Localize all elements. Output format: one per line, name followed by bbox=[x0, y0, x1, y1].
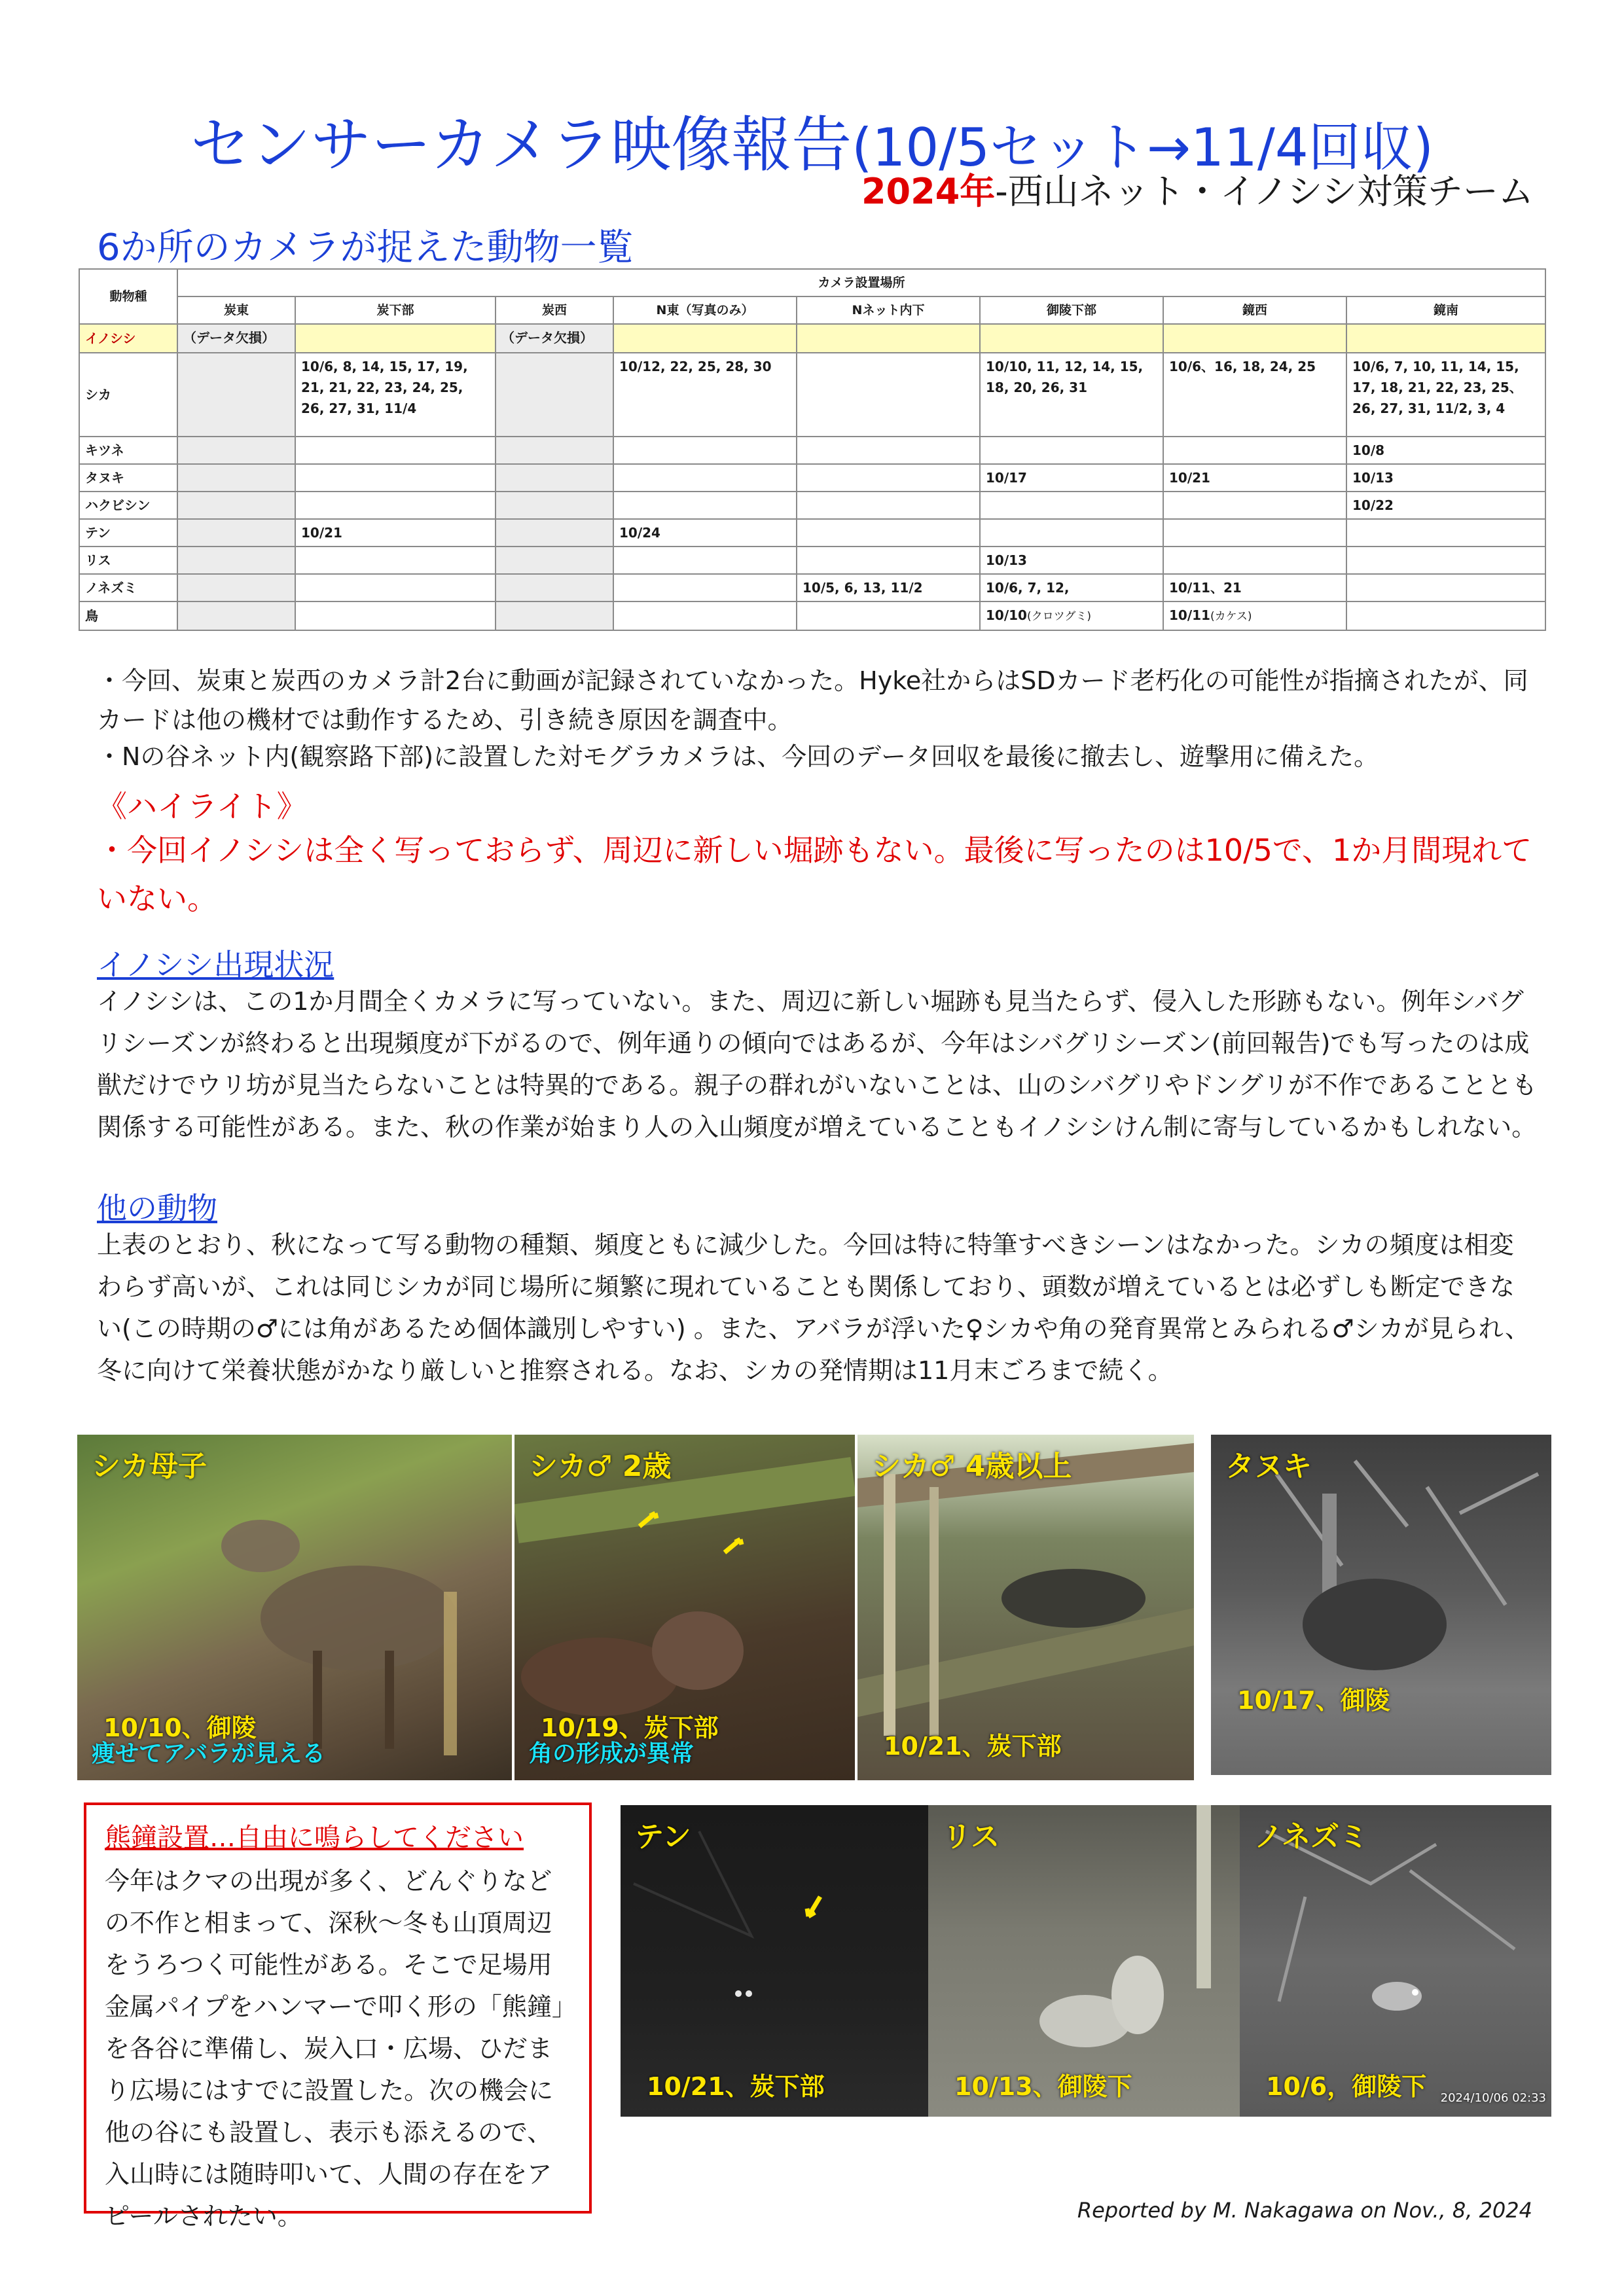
sighting-dates: 10/13 bbox=[986, 552, 1027, 568]
report-credit: Reported by M. Nakagawa on Nov., 8, 2024 bbox=[1077, 2198, 1532, 2223]
sighting-cell bbox=[613, 519, 797, 547]
sighting-cell bbox=[177, 601, 295, 630]
subtitle-team: -西山ネット・イノシシ対策チーム bbox=[995, 171, 1534, 212]
sighting-cell bbox=[980, 324, 1163, 353]
animal-name: タヌキ bbox=[79, 464, 177, 492]
sighting-dates: 10/11 bbox=[1169, 607, 1210, 623]
sighting-cell bbox=[1163, 519, 1346, 547]
animal-name: シカ bbox=[79, 353, 177, 437]
inoshishi-heading: イノシシ出現状況 bbox=[97, 947, 334, 982]
sighting-cell bbox=[980, 519, 1163, 547]
sighting-dates: 10/6, 7, 10, 11, 14, 15, 17, 18, 21, 22, 23, 25、26, 27, 31, 11/2, 3, 4 bbox=[1352, 359, 1523, 416]
sighting-cell bbox=[1163, 464, 1346, 492]
sighting-cell bbox=[980, 464, 1163, 492]
sighting-dates: （データ欠損） bbox=[183, 330, 275, 346]
photo-deer-male-4yr bbox=[857, 1435, 1194, 1780]
sighting-cell bbox=[1163, 574, 1346, 601]
highlight-heading: 《ハイライト》 bbox=[97, 789, 307, 824]
sighting-cell bbox=[1346, 353, 1545, 437]
sighting-cell bbox=[797, 353, 980, 437]
sighting-cell bbox=[980, 353, 1163, 437]
animal-name: テン bbox=[79, 519, 177, 547]
location-header: 御陵下部 bbox=[980, 296, 1163, 324]
photo-label: シカ♂ 2歳 bbox=[529, 1450, 672, 1483]
bird-species: (クロツグミ) bbox=[1026, 610, 1092, 623]
sighting-dates: 10/24 bbox=[619, 525, 660, 541]
sighting-cell bbox=[980, 492, 1163, 519]
sighting-cell bbox=[295, 547, 496, 574]
sighting-cell bbox=[613, 601, 797, 630]
sighting-cell bbox=[613, 324, 797, 353]
sighting-cell bbox=[980, 547, 1163, 574]
sighting-cell bbox=[295, 492, 496, 519]
photo-note: 痩せてアバラが見える bbox=[92, 1740, 326, 1767]
sighting-cell bbox=[1346, 519, 1545, 547]
sighting-cell bbox=[1346, 574, 1545, 601]
table-group-header: カメラ設置場所 bbox=[177, 269, 1545, 296]
bear-bell-text: 今年はクマの出現が多く、どんぐりなどの不作と相まって、深秋～冬も山頂周辺をうろつく可能性がある。そこで足場用金属パイプをハンマーで叩く形の「熊鐘」を各谷に準備し、炭入口・広場、ひだまり広場にはすでに設置した。次の機会に他の谷にも設置し、表示も添えるので、入山時には随時叩いて、人間の存在をアピールされたい。 bbox=[105, 1867, 564, 2231]
sighting-dates: 10/5, 6, 13, 11/2 bbox=[803, 580, 923, 596]
title-period: (10/5セット→11/4回収) bbox=[852, 117, 1434, 178]
photo-deer-mother-child bbox=[77, 1435, 512, 1780]
photo-raccoon-dog bbox=[1211, 1435, 1551, 1775]
table-row bbox=[79, 519, 1545, 547]
subtitle bbox=[861, 164, 1534, 214]
sighting-cell bbox=[1163, 547, 1346, 574]
sighting-cell bbox=[613, 492, 797, 519]
sighting-cell bbox=[177, 492, 295, 519]
sighting-cell bbox=[177, 324, 295, 353]
sighting-cell bbox=[496, 601, 613, 630]
photo-date: 10/10、御陵 bbox=[103, 1713, 257, 1742]
animal-name: リス bbox=[79, 547, 177, 574]
table-row bbox=[79, 464, 1545, 492]
location-header: 炭東 bbox=[177, 296, 295, 324]
table-row bbox=[79, 492, 1545, 519]
note-mole-camera: ・Nの谷ネット内(観察路下部)に設置した対モグラカメラは、今回のデータ回収を最後に撤去し、遊撃用に備えた。 bbox=[97, 742, 1379, 771]
sighting-cell bbox=[980, 601, 1163, 630]
sighting-cell bbox=[496, 353, 613, 437]
sighting-cell bbox=[295, 601, 496, 630]
sighting-cell bbox=[797, 492, 980, 519]
sighting-cell bbox=[295, 519, 496, 547]
sighting-cell bbox=[980, 574, 1163, 601]
sighting-cell bbox=[797, 519, 980, 547]
sighting-cell bbox=[613, 353, 797, 437]
sighting-cell bbox=[496, 519, 613, 547]
other-animals-heading: 他の動物 bbox=[97, 1191, 217, 1226]
inoshishi-text: イノシシは、この1か月間全くカメラに写っていない。また、周辺に新しい堀跡も見当たらず、侵入した形跡もない。例年シバグリシーズンが終わると出現頻度が下がるので、例年通りの傾向ではあるが、今年はシバグリシーズン(前回報告)でも写ったのは成獣だけでウリ坊が見当たらないことは特異的である。親子の群れがいないことは、山のシバグリやドングリが不作であることとも関係する可能性がある。また、秋の作業が始まり人の入山頻度が増えていることもイノシシけん制に寄与しているかもしれない。 bbox=[97, 987, 1537, 1141]
sighting-cell bbox=[295, 353, 496, 437]
sighting-cell bbox=[613, 547, 797, 574]
sighting-dates: 10/11、21 bbox=[1169, 580, 1242, 596]
photo-date: 10/21、炭下部 bbox=[647, 2072, 825, 2101]
table-row bbox=[79, 437, 1545, 464]
subtitle-year: 2024年 bbox=[861, 171, 996, 212]
sighting-dates: 10/12, 22, 25, 28, 30 bbox=[619, 359, 772, 374]
photo-label: タヌキ bbox=[1225, 1450, 1312, 1483]
photo-note: 角の形成が異常 bbox=[529, 1740, 695, 1767]
sighting-cell bbox=[797, 547, 980, 574]
bear-bell-heading: 熊鐘設置…自由に鳴らしてください bbox=[105, 1823, 524, 1853]
photo-marten bbox=[621, 1805, 928, 2117]
table-row bbox=[79, 574, 1545, 601]
sighting-dates: 10/8 bbox=[1352, 442, 1385, 458]
other-animals-text: 上表のとおり、秋になって写る動物の種類、頻度ともに減少した。今回は特に特筆すべきシーンはなかった。シカの頻度は相変わらず高いが、これは同じシカが同じ場所に頻繁に現れていることも関係しており、頭数が増えているとは必ずしも断定できない(この時期の♂には角があるため個体識別しやすい) 。また、アバラが浮いた♀シカや角の発育異常とみられる♂シカが見られ、冬に向けて栄養状態がかなり厳しいと推察される。なお、シカの発情期は11月末ごろまで続く。 bbox=[97, 1230, 1530, 1385]
sighting-cell bbox=[496, 437, 613, 464]
sighting-cell bbox=[496, 464, 613, 492]
animal-name: キツネ bbox=[79, 437, 177, 464]
photo-date: 10/19、炭下部 bbox=[541, 1713, 719, 1742]
photo-date: 10/21、炭下部 bbox=[884, 1732, 1062, 1761]
photo-timestamp: 2024/10/06 02:33 bbox=[1440, 2091, 1546, 2105]
sighting-cell bbox=[980, 437, 1163, 464]
highlight-text: ・今回イノシシは全く写っておらず、周辺に新しい堀跡もない。最後に写ったのは10/5で、1か月間現れていない。 bbox=[97, 833, 1532, 916]
title-main: センサーカメラ映像報告 bbox=[190, 110, 852, 180]
location-header: 炭西 bbox=[496, 296, 613, 324]
note-missing-data: ・今回、炭東と炭西のカメラ計2台に動画が記録されていなかった。Hyke社からはSDカード老朽化の可能性が指摘されたが、同カードは他の機材では動作するため、引き続き原因を調査中。 bbox=[97, 666, 1528, 734]
sighting-cell bbox=[496, 574, 613, 601]
sighting-cell bbox=[1346, 492, 1545, 519]
sighting-cell bbox=[1346, 437, 1545, 464]
sighting-dates: 10/17 bbox=[986, 470, 1027, 486]
sighting-cell bbox=[496, 547, 613, 574]
table-row bbox=[79, 547, 1545, 574]
sighting-dates: 10/6, 8, 14, 15, 17, 19, 21, 21, 22, 23, 24, 25, 26, 27, 31, 11/4 bbox=[301, 359, 468, 416]
sighting-dates: 10/21 bbox=[1169, 470, 1210, 486]
location-header: Nネット内下 bbox=[797, 296, 980, 324]
photo-date: 10/17、御陵 bbox=[1237, 1686, 1390, 1715]
sighting-cell bbox=[295, 437, 496, 464]
sighting-dates: （データ欠損） bbox=[501, 330, 593, 346]
sighting-cell bbox=[295, 574, 496, 601]
sighting-cell bbox=[177, 464, 295, 492]
sighting-cell bbox=[177, 437, 295, 464]
sighting-cell bbox=[496, 324, 613, 353]
table-row bbox=[79, 353, 1545, 437]
sighting-dates: 10/13 bbox=[1352, 470, 1394, 486]
sighting-cell bbox=[797, 464, 980, 492]
table-corner-header: 動物種 bbox=[79, 269, 177, 324]
sighting-cell bbox=[1346, 324, 1545, 353]
photo-squirrel bbox=[928, 1805, 1240, 2117]
photo-date: 10/13、御陵下 bbox=[954, 2072, 1132, 2101]
sighting-cell bbox=[295, 324, 496, 353]
table-row bbox=[79, 324, 1545, 353]
sighting-cell bbox=[177, 574, 295, 601]
bear-bell-notice bbox=[84, 1803, 592, 2231]
photo-field-mouse bbox=[1240, 1805, 1551, 2117]
bird-species: (カケス) bbox=[1210, 610, 1252, 623]
photo-label: テン bbox=[635, 1820, 691, 1854]
sighting-cell bbox=[797, 574, 980, 601]
sighting-cell bbox=[1163, 353, 1346, 437]
sighting-cell bbox=[1163, 601, 1346, 630]
photo-label: リス bbox=[943, 1820, 1000, 1854]
location-header: 炭下部 bbox=[295, 296, 496, 324]
sighting-cell bbox=[1163, 437, 1346, 464]
sighting-dates: 10/6、16, 18, 24, 25 bbox=[1169, 359, 1316, 374]
sighting-cell bbox=[1346, 464, 1545, 492]
sighting-cell bbox=[613, 464, 797, 492]
animal-name: イノシシ bbox=[79, 324, 177, 353]
photo-deer-male-2yr bbox=[514, 1435, 855, 1780]
sighting-cell bbox=[613, 437, 797, 464]
sighting-cell bbox=[295, 464, 496, 492]
location-header: 鏡南 bbox=[1346, 296, 1545, 324]
sighting-cell bbox=[797, 601, 980, 630]
photo-label: シカ母子 bbox=[92, 1450, 207, 1483]
sighting-cell bbox=[613, 574, 797, 601]
table-heading: 6か所のカメラが捉えた動物一覧 bbox=[97, 226, 634, 269]
animal-name: ノネズミ bbox=[79, 574, 177, 601]
camera-table bbox=[79, 268, 1546, 631]
sighting-cell bbox=[1346, 601, 1545, 630]
sighting-dates: 10/21 bbox=[301, 525, 342, 541]
table-row bbox=[79, 601, 1545, 630]
sighting-cell bbox=[177, 353, 295, 437]
photo-label: ノネズミ bbox=[1254, 1820, 1369, 1854]
location-header: 鏡西 bbox=[1163, 296, 1346, 324]
sighting-cell bbox=[177, 547, 295, 574]
photo-date: 10/6，御陵下 bbox=[1266, 2072, 1427, 2101]
sighting-dates: 10/22 bbox=[1352, 497, 1394, 513]
sighting-cell bbox=[1163, 492, 1346, 519]
sighting-cell bbox=[1346, 547, 1545, 574]
sighting-cell bbox=[797, 324, 980, 353]
sighting-dates: 10/10, 11, 12, 14, 15, 18, 20, 26, 31 bbox=[986, 359, 1144, 395]
animal-name: ハクビシン bbox=[79, 492, 177, 519]
photo-label: シカ♂ 4歳以上 bbox=[872, 1450, 1072, 1483]
sighting-cell bbox=[1163, 324, 1346, 353]
sighting-dates: 10/6, 7, 12, bbox=[986, 580, 1070, 596]
animal-name: 鳥 bbox=[79, 601, 177, 630]
location-header: N東（写真のみ） bbox=[613, 296, 797, 324]
sighting-cell bbox=[496, 492, 613, 519]
sighting-cell bbox=[797, 437, 980, 464]
sighting-cell bbox=[177, 519, 295, 547]
sighting-dates: 10/10 bbox=[986, 607, 1027, 623]
